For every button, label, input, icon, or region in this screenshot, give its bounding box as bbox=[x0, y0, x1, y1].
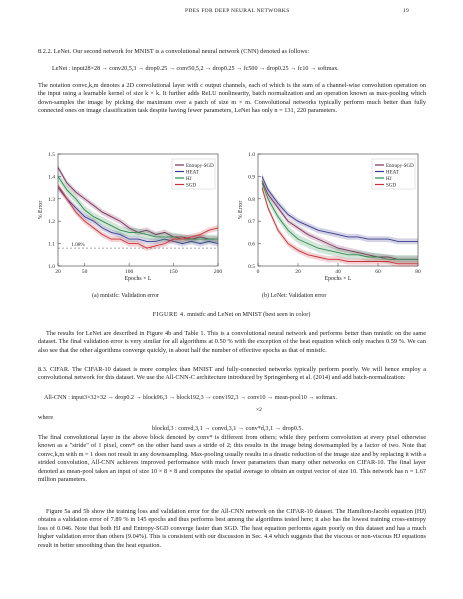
y-tick-label: 1.5 bbox=[48, 152, 55, 158]
lenet-intro-paragraph bbox=[38, 48, 426, 56]
y-tick-label: 0.8 bbox=[248, 196, 255, 203]
y-tick-label: 0.9 bbox=[248, 174, 255, 181]
block-equation: blockd,3 : convd,3,1 → convd,3,1 → conv*d,3,1 → drop0.5. bbox=[152, 425, 304, 432]
x-tick-label: 60 bbox=[375, 269, 381, 275]
x-tick-label: 20 bbox=[55, 269, 61, 275]
cifar-paragraph bbox=[38, 366, 426, 383]
lenet-intro-text: Our second network for MNIST is a convolutional neural network (CNN) denoted as follows: bbox=[72, 48, 310, 55]
panel-a-chart bbox=[38, 152, 222, 282]
x-axis-label: Epochs × L bbox=[124, 276, 152, 282]
notation-paragraph: The notation convc,k,m denotes a 2D convolutional layer with c output channels, each of which is the sum of a channel-wise convolution operation on the input using a learnable kernel of size k × k. It further adds ReLU nonlinearity, batch normalization and an operation known as max-pooling which down-samples the image by picking the maximum over a patch of size m × m. Convolutional networks typically perform much better than fully connected ones on image classification task despite having fewer parameters, LeNet has only n = 131, 220 parameters. bbox=[38, 82, 426, 115]
y-tick-label: 0.5 bbox=[248, 264, 255, 270]
figure-4-caption-text: mnistfc and LeNet on MNIST (best seen in color) bbox=[187, 311, 311, 318]
x-tick-label: 20 bbox=[295, 269, 301, 275]
legend-entry: SGD bbox=[386, 183, 397, 189]
annotation-label: 1.08% bbox=[71, 242, 85, 249]
y-tick-label: 1.0 bbox=[248, 152, 255, 158]
figure-4-caption-label: FIGURE 4. bbox=[152, 311, 186, 318]
y-tick-label: 1.2 bbox=[48, 219, 55, 226]
y-tick-label: 0.6 bbox=[248, 241, 255, 248]
panel-a-subcaption: (a) mnistfc: Validation error bbox=[92, 293, 160, 299]
panel-b-chart bbox=[238, 152, 421, 282]
x-tick-label: 150 bbox=[169, 269, 178, 275]
legend-entry: SGD bbox=[186, 183, 197, 189]
allcnn-multiplier: ×2 bbox=[256, 407, 262, 413]
results-paragraph: The results for LeNet are described in Figure 4b and Table 1. This is a convolutional neural network and performs better than mnistfc on the same dataset. The final validation error is very similar for all algorithms at 0.50 % with the exception of the heat equation which only reaches 0.59 %. We can also see that the other algorithms converge quickly, in about half the number of effective epochs as that of mnistfc. bbox=[38, 330, 426, 354]
panel-b-subcaption: (b) LeNet: Validation error bbox=[262, 293, 327, 299]
section-heading-cifar: 8.3. CIFAR. bbox=[38, 366, 70, 373]
lenet-equation: LeNet : input28×28 → conv20,5,3 → drop0.25 → conv50,5,2 → drop0.25 → fc500 → drop0.25 → fc10 → softmax. bbox=[52, 66, 339, 72]
y-axis-label: % Error bbox=[38, 200, 44, 220]
legend-entry: Entropy-SGD bbox=[386, 164, 414, 169]
y-tick-label: 1.1 bbox=[48, 241, 55, 248]
legend-entry: Entropy-SGD bbox=[186, 164, 214, 169]
legend-entry: HEAT bbox=[386, 170, 399, 176]
figure-4-caption bbox=[0, 311, 463, 318]
legend-entry: HJ bbox=[186, 177, 192, 182]
figure5-paragraph: Figure 5a and 5b show the training loss and validation error for the All-CNN network on the CIFAR-10 dataset. The Hamilton-Jacobi equation (HJ) obtains a validation error of 7.89 % in 145 epochs and thus performs best among the algorithms tested here; it also has the lowest training cross-entropy loss of 0.046. Note that both HJ and Entropy-SGD converge faster than SGD. The heat equation performs again poorly on this dataset and has a much higher validation error than others (9.04%). This is consistent with our discussion in Sec. 4.4 which suggests that the viscous or non-viscous HJ equations result in better smoothing than the heat equation. bbox=[38, 508, 426, 549]
x-tick-label: 100 bbox=[124, 269, 134, 275]
y-axis-label: % Error bbox=[238, 200, 244, 220]
legend-entry: HJ bbox=[386, 177, 392, 182]
where-label: where bbox=[38, 414, 54, 421]
allcnn-equation: All-CNN : input3×32×32 → drop0.2 → block96,3 → block192,3 → conv192,3 → conv10 → mean-pool10 → softmax. bbox=[44, 395, 338, 401]
figure-4 bbox=[0, 150, 463, 290]
x-tick-label: 0 bbox=[256, 269, 260, 275]
x-axis-label: Epochs × L bbox=[324, 276, 352, 282]
section-heading-lenet: 8.2.2. LeNet. bbox=[38, 48, 72, 55]
cifar-intro-text: The CIFAR-10 dataset is more complex than MNIST and fully-connected networks typically perform poorly. We will hence employ a convolutional network for this dataset. We use the All-CNN-C architecture introduced by Springenberg et al. (2014) and add batch-normalization: bbox=[38, 366, 426, 382]
legend-entry: HEAT bbox=[186, 170, 199, 176]
x-tick-label: 200 bbox=[213, 269, 223, 275]
page-number: 19 bbox=[403, 8, 410, 14]
y-tick-label: 1.0 bbox=[48, 264, 55, 270]
x-tick-label: 80 bbox=[415, 269, 421, 275]
y-tick-label: 1.3 bbox=[48, 196, 55, 203]
y-tick-label: 1.4 bbox=[48, 174, 55, 181]
x-tick-label: 50 bbox=[81, 269, 88, 275]
x-tick-label: 40 bbox=[335, 269, 341, 275]
y-tick-label: 0.7 bbox=[248, 219, 255, 226]
running-title: PDES FOR DEEP NEURAL NETWORKS bbox=[185, 8, 290, 14]
final-conv-paragraph: The final convolutional layer in the above block denoted by conv* is different from others; while they perform convolution at every pixel otherwise known as a "stride" of 1 pixel, conv* on the other hand uses a stride of 2; this results in the image being downsampled by a factor of two. Note that convc,k,m with m = 1 does not result in any downsampling. Max-pooling usually results in a drastic reduction of the image size and by replacing it with a strided convolution, All-CNN achieves improved performance with much fewer parameters than many other networks on CIFAR-10. The final layer denoted as mean-pool takes an input of size 10 × 8 × 8 and computes the spatial average to obtain an output vector of size 10. This network has n = 1.67 million parameters. bbox=[38, 434, 426, 484]
